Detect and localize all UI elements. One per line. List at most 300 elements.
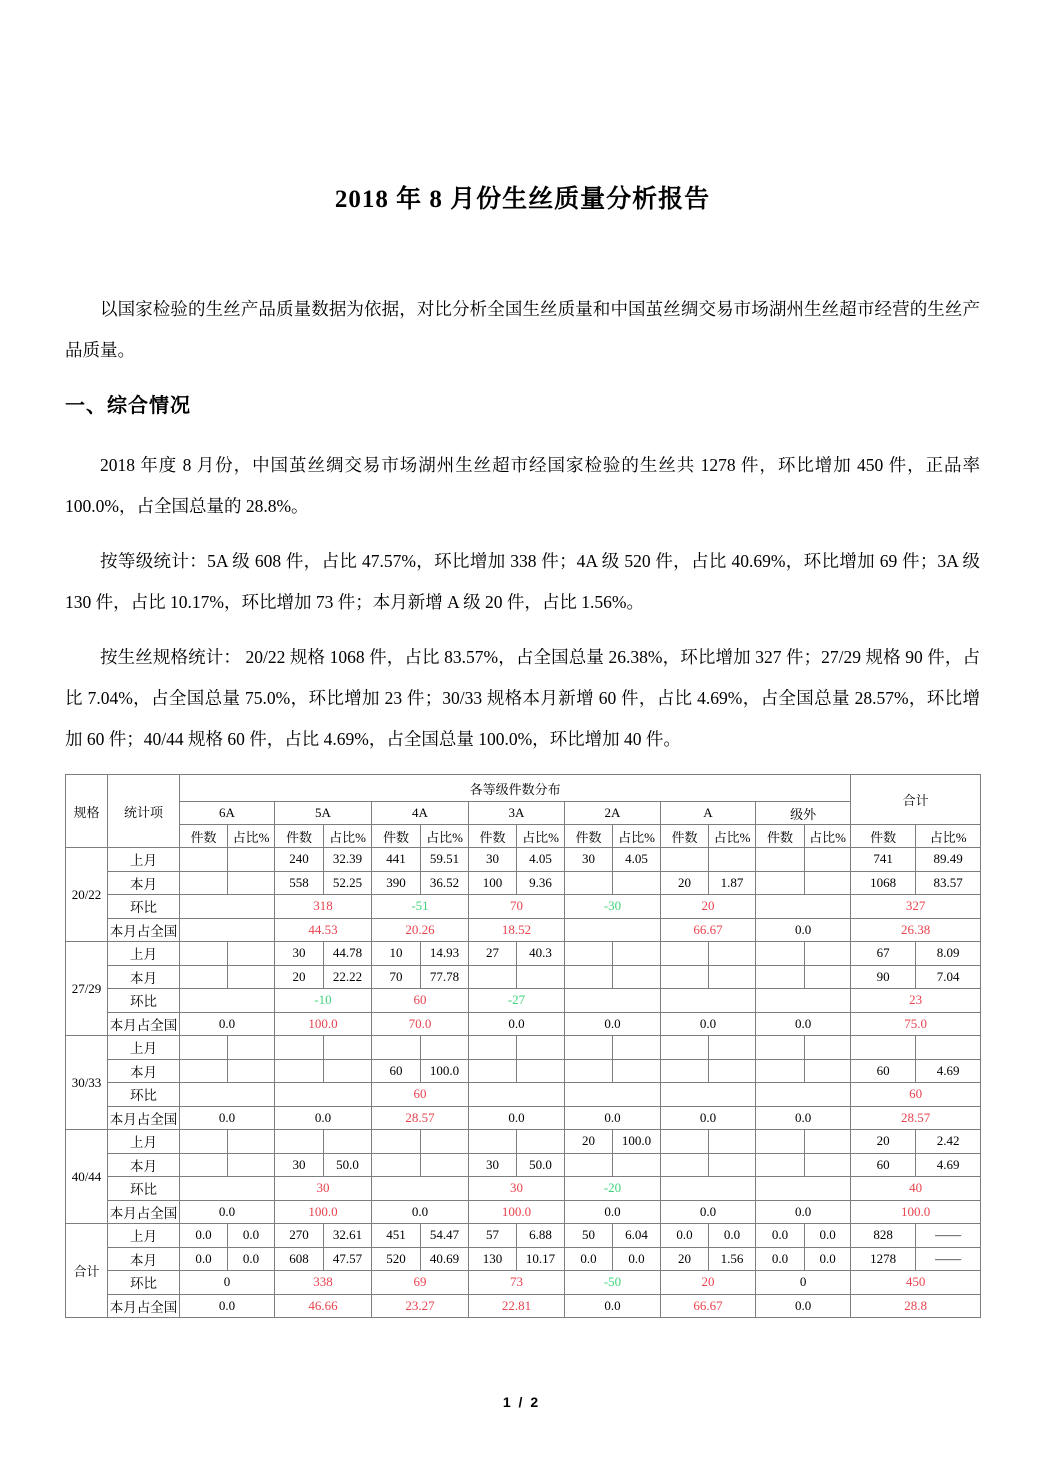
row-label: 上月 <box>108 1224 180 1248</box>
data-cell: 66.67 <box>661 1294 756 1318</box>
data-cell <box>613 942 661 966</box>
section-heading: 一、综合情况 <box>65 395 191 417</box>
data-cell <box>565 1059 613 1083</box>
data-cell: 0.0 <box>275 1106 372 1130</box>
data-cell: 30 <box>469 1153 517 1177</box>
data-cell: 318 <box>275 895 372 919</box>
data-cell: 20 <box>565 1130 613 1154</box>
data-cell <box>180 1036 228 1060</box>
table-row <box>66 1036 981 1060</box>
data-cell: 0.0 <box>565 1200 661 1224</box>
data-cell <box>469 1059 517 1083</box>
data-cell <box>372 1153 421 1177</box>
row-label: 环比 <box>108 1177 180 1201</box>
data-cell: 0.0 <box>565 1247 613 1271</box>
data-cell: 8.09 <box>916 942 981 966</box>
data-cell: 100.0 <box>469 1200 565 1224</box>
data-cell: 7.04 <box>916 965 981 989</box>
data-cell: 20.26 <box>372 918 469 942</box>
data-cell <box>421 1153 469 1177</box>
data-cell <box>372 1177 469 1201</box>
data-cell: 60 <box>851 1153 916 1177</box>
data-cell: 73 <box>469 1271 565 1295</box>
data-cell: 75.0 <box>851 1012 981 1036</box>
data-cell <box>180 895 275 919</box>
data-cell <box>756 1177 851 1201</box>
table-row <box>66 871 981 895</box>
data-cell: 558 <box>275 871 324 895</box>
data-cell: 0.0 <box>565 1106 661 1130</box>
data-cell <box>228 1059 275 1083</box>
data-cell: 28.8 <box>851 1294 981 1318</box>
data-cell: 0.0 <box>613 1247 661 1271</box>
row-label: 环比 <box>108 895 180 919</box>
data-cell <box>661 942 709 966</box>
data-cell: 30 <box>469 848 517 872</box>
data-cell <box>756 871 805 895</box>
data-cell <box>180 1059 228 1083</box>
data-cell: 1.87 <box>709 871 756 895</box>
data-cell: 0.0 <box>228 1224 275 1248</box>
data-cell <box>565 965 613 989</box>
data-cell <box>661 1059 709 1083</box>
data-cell: 30 <box>275 942 324 966</box>
data-cell: 828 <box>851 1224 916 1248</box>
data-cell: 0.0 <box>756 1247 805 1271</box>
data-cell <box>469 1036 517 1060</box>
row-label: 本月占全国 <box>108 918 180 942</box>
data-cell: 0.0 <box>756 1294 851 1318</box>
data-cell: 4.69 <box>916 1059 981 1083</box>
data-cell <box>709 1130 756 1154</box>
data-cell: 22.81 <box>469 1294 565 1318</box>
data-cell <box>661 965 709 989</box>
data-cell: 0.0 <box>180 1247 228 1271</box>
data-cell: 30 <box>275 1177 372 1201</box>
data-cell: 0.0 <box>756 1224 805 1248</box>
count-header: 件数 <box>565 825 613 848</box>
data-cell: 0.0 <box>180 1200 275 1224</box>
data-cell <box>180 942 228 966</box>
data-cell: 0.0 <box>756 1200 851 1224</box>
spec-cell: 40/44 <box>66 1130 108 1224</box>
row-label: 本月 <box>108 1153 180 1177</box>
data-cell <box>756 848 805 872</box>
grade-header-row <box>66 802 981 825</box>
unit-header-row <box>66 825 981 848</box>
data-cell: 50 <box>565 1224 613 1248</box>
row-label: 上月 <box>108 1036 180 1060</box>
data-cell <box>517 1059 565 1083</box>
data-cell: 0.0 <box>228 1247 275 1271</box>
data-cell: 30 <box>275 1153 324 1177</box>
table-row <box>66 989 981 1013</box>
row-label: 环比 <box>108 989 180 1013</box>
data-cell: 60 <box>851 1083 981 1107</box>
pct-header: 占比% <box>517 825 565 848</box>
data-cell <box>324 1036 372 1060</box>
table-row <box>66 895 981 919</box>
data-cell: 9.36 <box>517 871 565 895</box>
data-cell <box>180 965 228 989</box>
count-header: 件数 <box>180 825 228 848</box>
data-cell: 0.0 <box>756 1012 851 1036</box>
data-cell <box>805 848 851 872</box>
data-cell: 28.57 <box>851 1106 981 1130</box>
data-cell: —— <box>916 1224 981 1248</box>
row-label: 本月占全国 <box>108 1106 180 1130</box>
data-cell <box>709 1059 756 1083</box>
row-label: 环比 <box>108 1083 180 1107</box>
data-cell: 100.0 <box>851 1200 981 1224</box>
data-cell <box>228 848 275 872</box>
data-cell: 1068 <box>851 871 916 895</box>
stat-item-header: 统计项 <box>108 775 180 848</box>
data-cell: 0.0 <box>469 1106 565 1130</box>
grade-header: 级外 <box>756 802 851 825</box>
data-cell <box>756 942 805 966</box>
data-cell <box>661 989 756 1013</box>
table-row <box>66 942 981 966</box>
data-cell: 4.05 <box>613 848 661 872</box>
data-cell <box>709 965 756 989</box>
data-cell <box>613 871 661 895</box>
data-cell: 0.0 <box>372 1200 469 1224</box>
data-cell: 338 <box>275 1271 372 1295</box>
paragraph-grade-stats: 按等级统计：5A 级 608 件，占比 47.57%，环比增加 338 件；4A 级 520 件，占比 40.69%，环比增加 69 件；3A 级 130 件，占比 10.17%，环比增加 73 件；本月新增 A 级 20 件，占比 1.56%。 <box>65 551 980 612</box>
table-row <box>66 848 981 872</box>
data-cell: 0.0 <box>805 1224 851 1248</box>
data-cell: 0 <box>756 1271 851 1295</box>
data-cell: 0.0 <box>180 1224 228 1248</box>
data-cell: 69 <box>372 1271 469 1295</box>
data-cell: 240 <box>275 848 324 872</box>
data-cell: 608 <box>275 1247 324 1271</box>
data-cell: 0.0 <box>661 1224 709 1248</box>
data-cell <box>228 1153 275 1177</box>
grade-header: 5A <box>275 802 372 825</box>
pct-header: 占比% <box>613 825 661 848</box>
data-cell <box>180 1153 228 1177</box>
data-cell: 50.0 <box>517 1153 565 1177</box>
data-cell: -50 <box>565 1271 661 1295</box>
data-cell <box>805 1130 851 1154</box>
data-cell <box>228 942 275 966</box>
data-cell <box>517 965 565 989</box>
row-label: 环比 <box>108 1271 180 1295</box>
data-cell: -27 <box>469 989 565 1013</box>
data-cell: 59.51 <box>421 848 469 872</box>
data-cell <box>372 1036 421 1060</box>
data-cell <box>613 1036 661 1060</box>
data-cell: 23.27 <box>372 1294 469 1318</box>
data-cell: 70 <box>469 895 565 919</box>
data-cell: 451 <box>372 1224 421 1248</box>
data-cell: 23 <box>851 989 981 1013</box>
data-cell: 77.78 <box>421 965 469 989</box>
table-row <box>66 918 981 942</box>
data-cell: 83.57 <box>916 871 981 895</box>
data-cell: 14.93 <box>421 942 469 966</box>
grade-header: A <box>661 802 756 825</box>
data-cell: 36.52 <box>421 871 469 895</box>
table-body <box>66 848 981 1318</box>
count-header: 件数 <box>469 825 517 848</box>
data-cell <box>613 1153 661 1177</box>
data-cell: 520 <box>372 1247 421 1271</box>
grade-header: 4A <box>372 802 469 825</box>
data-cell: 89.49 <box>916 848 981 872</box>
data-cell <box>180 848 228 872</box>
table-row <box>66 1224 981 1248</box>
data-cell: 26.38 <box>851 918 981 942</box>
data-cell <box>275 1059 324 1083</box>
data-cell: 100.0 <box>421 1059 469 1083</box>
data-cell <box>661 1177 756 1201</box>
data-cell: 0.0 <box>661 1012 756 1036</box>
table-row <box>66 1012 981 1036</box>
data-cell: 100.0 <box>275 1012 372 1036</box>
data-cell <box>756 1130 805 1154</box>
data-cell: -51 <box>372 895 469 919</box>
data-cell: 18.52 <box>469 918 565 942</box>
data-cell <box>709 942 756 966</box>
table-row <box>66 1247 981 1271</box>
data-cell <box>565 989 661 1013</box>
data-cell <box>661 848 709 872</box>
data-cell <box>565 942 613 966</box>
data-cell: 67 <box>851 942 916 966</box>
spec-header: 规格 <box>66 775 108 848</box>
data-cell <box>421 1130 469 1154</box>
data-cell: —— <box>916 1247 981 1271</box>
data-cell: 0.0 <box>565 1294 661 1318</box>
data-cell <box>565 871 613 895</box>
data-cell: 40.3 <box>517 942 565 966</box>
data-cell <box>469 1130 517 1154</box>
data-cell <box>180 1083 275 1107</box>
data-cell <box>916 1036 981 1060</box>
data-cell: 100.0 <box>613 1130 661 1154</box>
data-cell: 450 <box>851 1271 981 1295</box>
spec-cell: 27/29 <box>66 942 108 1036</box>
data-cell: 57 <box>469 1224 517 1248</box>
data-cell: 70.0 <box>372 1012 469 1036</box>
data-cell <box>805 1153 851 1177</box>
data-cell <box>180 989 275 1013</box>
spec-cell: 30/33 <box>66 1036 108 1130</box>
data-cell <box>805 965 851 989</box>
table-row <box>66 1294 981 1318</box>
total-header: 合计 <box>851 775 981 825</box>
data-cell <box>661 1130 709 1154</box>
data-cell: 270 <box>275 1224 324 1248</box>
data-cell: -30 <box>565 895 661 919</box>
data-cell <box>756 1153 805 1177</box>
data-cell: 0.0 <box>661 1106 756 1130</box>
spec-cell: 20/22 <box>66 848 108 942</box>
data-cell: 20 <box>661 1271 756 1295</box>
data-cell <box>565 918 661 942</box>
data-cell: 40.69 <box>421 1247 469 1271</box>
table-row <box>66 1130 981 1154</box>
data-cell: -10 <box>275 989 372 1013</box>
data-cell <box>228 1130 275 1154</box>
row-label: 上月 <box>108 848 180 872</box>
data-cell: 60 <box>372 1083 469 1107</box>
data-cell: 6.88 <box>517 1224 565 1248</box>
data-cell: 1278 <box>851 1247 916 1271</box>
table-row <box>66 965 981 989</box>
data-cell <box>851 1036 916 1060</box>
data-cell <box>180 1177 275 1201</box>
data-cell: 90 <box>851 965 916 989</box>
row-label: 本月占全国 <box>108 1200 180 1224</box>
data-cell <box>517 1036 565 1060</box>
data-cell <box>421 1036 469 1060</box>
paragraph-spec-stats: 按生丝规格统计： 20/22 规格 1068 件，占比 83.57%，占全国总量 26.38%，环比增加 327 件；27/29 规格 90 件，占比 7.04%，占全国总量 75.0%，环比增加 23 件；30/33 规格本月新增 60 件，占比 4.69%，占全国总量 28.57%，环比增加 60 件；40/44 规格 60 件，占比 4.69%，占全国总量 100.0%，环比增加 40 件。 <box>65 647 980 749</box>
data-cell <box>709 848 756 872</box>
data-cell <box>613 965 661 989</box>
data-cell: 0.0 <box>756 918 851 942</box>
data-cell: 100.0 <box>275 1200 372 1224</box>
data-cell: 0.0 <box>805 1247 851 1271</box>
data-cell: 130 <box>469 1247 517 1271</box>
pct-header: 占比% <box>421 825 469 848</box>
grade-dist-header: 各等级件数分布 <box>180 775 851 802</box>
count-header: 件数 <box>372 825 421 848</box>
data-cell: 60 <box>372 1059 421 1083</box>
data-cell <box>565 1036 613 1060</box>
spec-cell: 合计 <box>66 1224 108 1318</box>
data-cell: 4.05 <box>517 848 565 872</box>
table-row <box>66 1271 981 1295</box>
data-cell: 60 <box>372 989 469 1013</box>
data-cell: 100 <box>469 871 517 895</box>
pct-header: 占比% <box>228 825 275 848</box>
data-cell <box>805 1036 851 1060</box>
data-cell: 0.0 <box>756 1106 851 1130</box>
data-cell: 20 <box>851 1130 916 1154</box>
data-cell: 0.0 <box>709 1224 756 1248</box>
data-cell <box>661 1036 709 1060</box>
data-cell: 441 <box>372 848 421 872</box>
data-cell: 10 <box>372 942 421 966</box>
data-cell: 741 <box>851 848 916 872</box>
data-cell <box>275 1083 372 1107</box>
data-cell: 1.56 <box>709 1247 756 1271</box>
row-label: 本月 <box>108 1247 180 1271</box>
data-cell <box>372 1130 421 1154</box>
table-row <box>66 1106 981 1130</box>
table-row <box>66 1153 981 1177</box>
data-cell: 0.0 <box>469 1012 565 1036</box>
row-label: 本月占全国 <box>108 1012 180 1036</box>
data-cell <box>180 871 228 895</box>
intro-paragraph: 以国家检验的生丝产品质量数据为依据，对比分析全国生丝质量和中国茧丝绸交易市场湖州生丝超市经营的生丝产品质量。 <box>65 299 980 360</box>
data-cell: 52.25 <box>324 871 372 895</box>
data-cell <box>228 871 275 895</box>
data-cell: 0.0 <box>565 1012 661 1036</box>
data-cell <box>275 1036 324 1060</box>
grade-header: 3A <box>469 802 565 825</box>
table-row <box>66 1083 981 1107</box>
row-label: 本月 <box>108 1059 180 1083</box>
data-cell: 0.0 <box>180 1294 275 1318</box>
data-cell: 28.57 <box>372 1106 469 1130</box>
data-cell <box>709 1036 756 1060</box>
data-cell <box>756 895 851 919</box>
data-cell: 10.17 <box>517 1247 565 1271</box>
data-cell: 44.53 <box>275 918 372 942</box>
row-label: 上月 <box>108 1130 180 1154</box>
data-cell: 327 <box>851 895 981 919</box>
data-cell: 20 <box>275 965 324 989</box>
silk-quality-table <box>65 774 981 1318</box>
data-cell <box>756 965 805 989</box>
data-cell <box>756 1059 805 1083</box>
data-cell: 22.22 <box>324 965 372 989</box>
document-title: 2018 年 8 月份生丝质量分析报告 <box>334 186 711 213</box>
data-cell <box>517 1130 565 1154</box>
table-row <box>66 1059 981 1083</box>
data-cell <box>613 1059 661 1083</box>
data-cell <box>228 1036 275 1060</box>
data-cell: 390 <box>372 871 421 895</box>
row-label: 本月 <box>108 871 180 895</box>
data-cell <box>805 942 851 966</box>
data-cell: 70 <box>372 965 421 989</box>
data-cell: 0.0 <box>180 1106 275 1130</box>
data-cell: 46.66 <box>275 1294 372 1318</box>
data-cell: 47.57 <box>324 1247 372 1271</box>
data-cell: 30 <box>565 848 613 872</box>
data-cell: 40 <box>851 1177 981 1201</box>
count-header: 件数 <box>661 825 709 848</box>
data-cell: 66.67 <box>661 918 756 942</box>
data-cell <box>661 1083 756 1107</box>
data-cell <box>324 1130 372 1154</box>
data-cell <box>180 1130 228 1154</box>
table-header-row-1 <box>66 775 981 802</box>
data-cell <box>756 1036 805 1060</box>
data-cell: 0.0 <box>661 1200 756 1224</box>
page-number: 1 / 2 <box>502 1394 541 1410</box>
pct-header: 占比% <box>324 825 372 848</box>
data-cell: 50.0 <box>324 1153 372 1177</box>
pct-header: 占比% <box>709 825 756 848</box>
paragraph-summary: 2018 年度 8 月份，中国茧丝绸交易市场湖州生丝超市经国家检验的生丝共 1278 件，环比增加 450 件，正品率 100.0%，占全国总量的 28.8%。 <box>65 455 980 516</box>
grade-header: 6A <box>180 802 275 825</box>
data-cell: 0 <box>180 1271 275 1295</box>
data-cell <box>324 1059 372 1083</box>
data-cell <box>756 1083 851 1107</box>
data-cell <box>756 989 851 1013</box>
row-label: 本月占全国 <box>108 1294 180 1318</box>
data-cell <box>469 965 517 989</box>
data-cell <box>661 1153 709 1177</box>
data-cell <box>469 1083 565 1107</box>
count-header: 件数 <box>275 825 324 848</box>
data-cell <box>805 1059 851 1083</box>
data-cell: 6.04 <box>613 1224 661 1248</box>
data-cell: 20 <box>661 871 709 895</box>
data-cell: 4.69 <box>916 1153 981 1177</box>
data-cell <box>709 1153 756 1177</box>
grade-header: 2A <box>565 802 661 825</box>
count-header: 件数 <box>851 825 916 848</box>
data-cell: 2.42 <box>916 1130 981 1154</box>
